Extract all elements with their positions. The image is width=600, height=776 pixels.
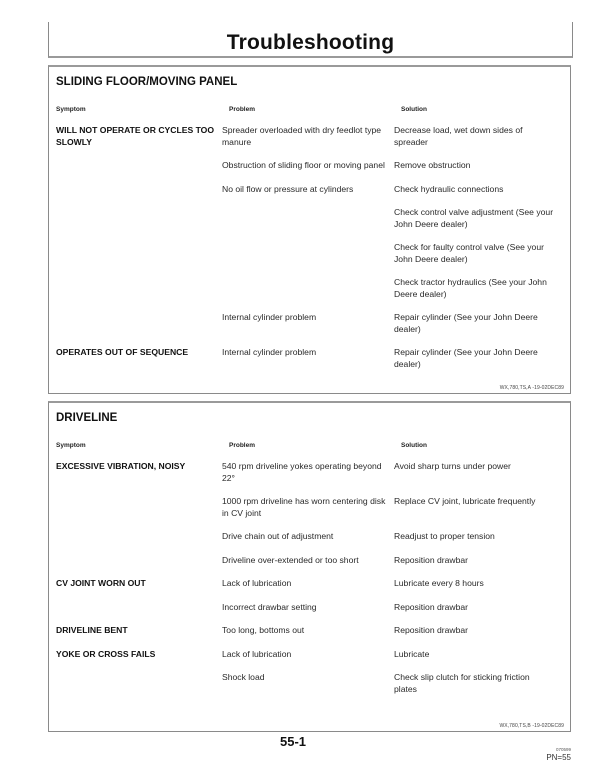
symptom-cell: YOKE OR CROSS FAILS: [56, 648, 156, 659]
symptom-cell: [49, 672, 222, 695]
symptom-cell: [49, 555, 222, 567]
symptom-cell: [49, 160, 222, 172]
symptom-cell: [49, 207, 222, 230]
solution-cell: Check tractor hydraulics (See your John Deere dealer): [394, 277, 547, 299]
symptom-cell: WILL NOT OPERATE OR CYCLES TOO SLOWLY: [56, 125, 215, 147]
solution-cell: Lubricate: [394, 648, 430, 659]
problem-cell: Obstruction of sliding floor or moving panel: [222, 160, 385, 170]
table-row: [49, 531, 570, 543]
symptom-cell: DRIVELINE BENT: [56, 625, 128, 635]
reference-code: WX,780,TS,A -19-02DEC89: [499, 385, 564, 391]
table-row: [49, 277, 570, 300]
solution-cell: Check slip clutch for sticking friction plates: [394, 672, 530, 694]
date-code: 070599: [555, 747, 571, 752]
problem-cell: Internal cylinder problem: [222, 312, 317, 322]
solution-cell: Reposition drawbar: [394, 554, 469, 565]
column-header-solution: Solution: [401, 442, 427, 449]
column-header-symptom: Symptom: [56, 106, 86, 113]
column-header-symptom: Symptom: [56, 442, 86, 449]
solution-cell: Avoid sharp turns under power: [394, 461, 511, 471]
problem-cell: Lack of lubrication: [222, 648, 292, 659]
table-row: [49, 672, 570, 695]
symptom-cell: [49, 496, 222, 519]
symptom-cell: CV JOINT WORN OUT: [56, 578, 146, 588]
solution-cell: Repair cylinder (See your John Deere dealer): [394, 312, 538, 334]
table-row: [49, 555, 570, 567]
solution-cell: Check control valve adjustment (See your John Deere dealer): [394, 207, 554, 229]
problem-cell: 1000 rpm driveline has worn centering disk in CV joint: [222, 496, 386, 518]
problem-cell: [222, 207, 394, 230]
problem-cell: No oil flow or pressure at cylinders: [222, 183, 354, 194]
section-title: DRIVELINE: [56, 412, 118, 424]
section-driveline: [48, 401, 571, 732]
symptom-cell: [49, 602, 222, 614]
table-row: [49, 160, 570, 172]
table-row: [49, 625, 570, 637]
table-row: [49, 649, 570, 661]
problem-cell: Lack of lubrication: [222, 578, 292, 588]
solution-cell: Reposition drawbar: [394, 625, 469, 635]
page-title: Troubleshooting: [226, 31, 395, 54]
solution-cell: Decrease load, wet down sides of spreader: [394, 125, 523, 147]
symptom-cell: [49, 531, 222, 543]
troubleshooting-rows: [49, 125, 570, 382]
section-sliding-floor: [48, 65, 571, 394]
problem-cell: Shock load: [222, 672, 265, 682]
problem-cell: Driveline over-extended or too short: [222, 554, 359, 565]
table-row: [49, 207, 570, 230]
table-row: [49, 578, 570, 590]
symptom-cell: [49, 184, 222, 196]
title-box: [48, 22, 573, 58]
problem-cell: Too long, bottoms out: [222, 625, 305, 635]
problem-cell: [222, 242, 394, 265]
solution-cell: Replace CV joint, lubricate frequently: [394, 496, 536, 506]
solution-cell: Readjust to proper tension: [394, 531, 495, 541]
table-row: [49, 602, 570, 614]
column-header-problem: Problem: [229, 442, 256, 449]
problem-cell: Spreader overloaded with dry feedlot type manure: [222, 125, 382, 147]
section-title: SLIDING FLOOR/MOVING PANEL: [56, 76, 238, 88]
solution-cell: Lubricate every 8 hours: [394, 578, 484, 588]
pn-label: PN=55: [546, 753, 571, 762]
symptom-cell: EXCESSIVE VIBRATION, NOISY: [56, 461, 186, 471]
solution-cell: Reposition drawbar: [394, 601, 469, 612]
table-row: [49, 242, 570, 265]
column-header-solution: Solution: [401, 106, 427, 113]
troubleshooting-rows: [49, 461, 570, 707]
table-row: [49, 496, 570, 519]
problem-cell: [222, 277, 394, 300]
symptom-cell: OPERATES OUT OF SEQUENCE: [56, 347, 189, 357]
table-row: [49, 125, 570, 148]
solution-cell: Repair cylinder (See your John Deere dealer): [394, 347, 538, 369]
table-row: [49, 312, 570, 335]
solution-cell: Remove obstruction: [394, 160, 471, 170]
problem-cell: 540 rpm driveline yokes operating beyond 22°: [222, 461, 382, 483]
solution-cell: Check hydraulic connections: [394, 183, 504, 194]
table-row: [49, 347, 570, 370]
problem-cell: Internal cylinder problem: [222, 347, 317, 357]
symptom-cell: [49, 277, 222, 300]
table-row: [49, 461, 570, 484]
problem-cell: Incorrect drawbar setting: [222, 601, 317, 612]
column-header-problem: Problem: [229, 106, 256, 113]
symptom-cell: [49, 312, 222, 335]
table-row: [49, 184, 570, 196]
reference-code: WX,780,TS,B -19-02DEC89: [499, 723, 564, 729]
solution-cell: Check for faulty control valve (See your John Deere dealer): [394, 242, 544, 264]
problem-cell: Drive chain out of adjustment: [222, 531, 334, 541]
symptom-cell: [49, 242, 222, 265]
page-number: 55-1: [280, 734, 307, 749]
